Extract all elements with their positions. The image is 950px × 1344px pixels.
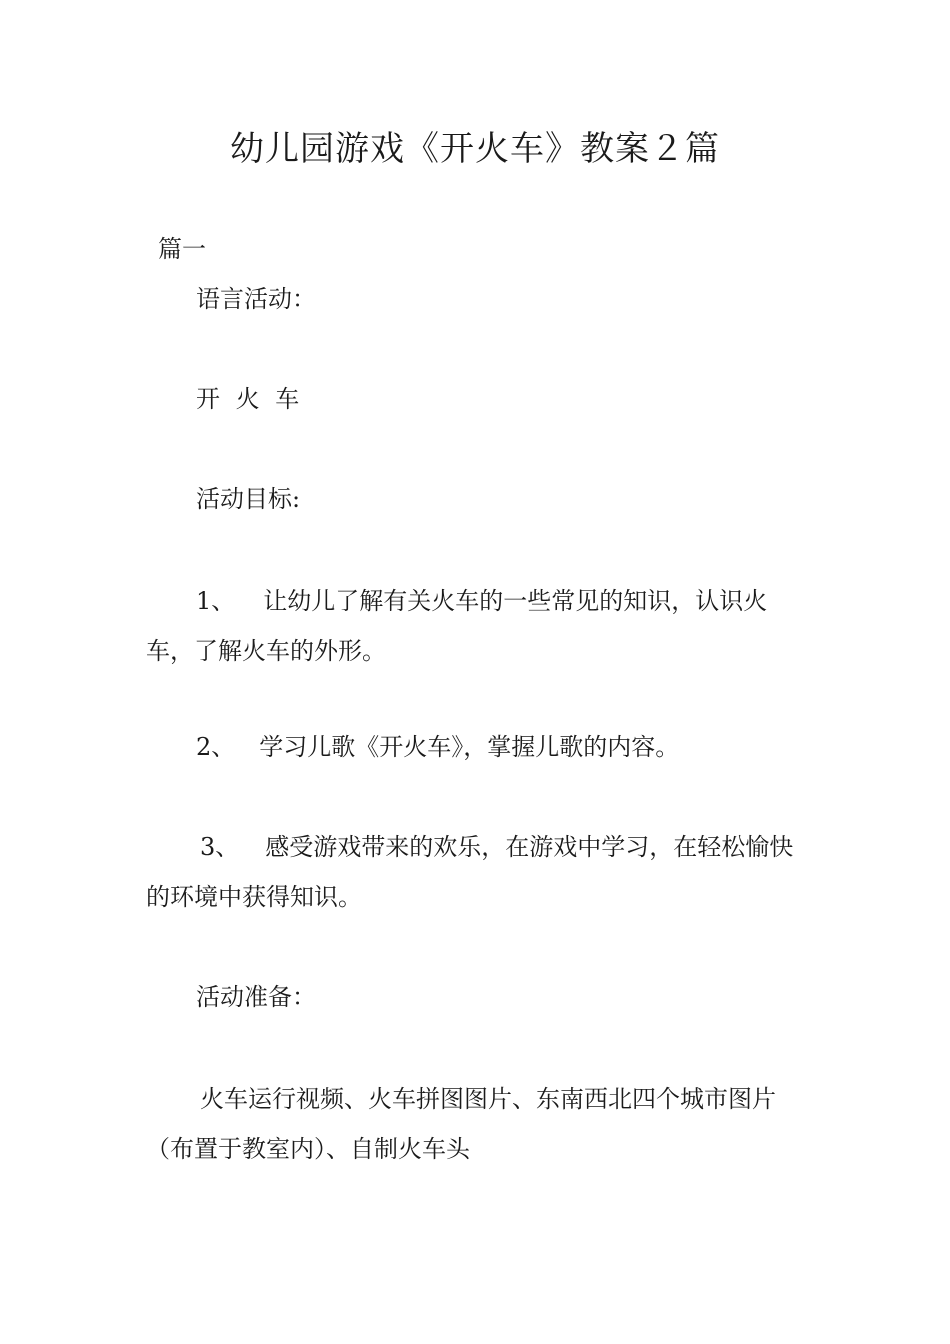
prep-text <box>146 1074 810 1174</box>
goal-number: 3、 <box>200 833 240 861</box>
goals-heading: 活动目标: <box>196 485 301 513</box>
goal-text: 感受游戏带来的欢乐，在游戏中学习，在轻松愉快的环境中获得知识。 <box>146 833 794 911</box>
goal-item-1 <box>146 576 810 676</box>
activity-name: 开 火 车 <box>196 385 300 413</box>
goal-item-3 <box>146 822 810 922</box>
section-label: 篇一 <box>158 235 206 263</box>
activity-type: 语言活动： <box>196 285 316 313</box>
goal-item-2 <box>146 722 810 772</box>
document-title: 幼儿园游戏《开火车》教案２篇 <box>230 129 720 169</box>
goal-text: 学习儿歌《开火车》，掌握儿歌的内容。 <box>259 733 680 761</box>
prep-text-body: 火车运行视频、火车拼图图片、东南西北四个城市图片（布置于教室内）、自制火车头 <box>146 1085 776 1163</box>
goal-text: 让幼儿了解有关火车的一些常见的知识，认识火车，了解火车的外形。 <box>146 587 768 665</box>
goal-number: 2、 <box>196 733 236 761</box>
prep-heading: 活动准备： <box>196 983 316 1011</box>
goal-number: 1、 <box>196 587 236 615</box>
